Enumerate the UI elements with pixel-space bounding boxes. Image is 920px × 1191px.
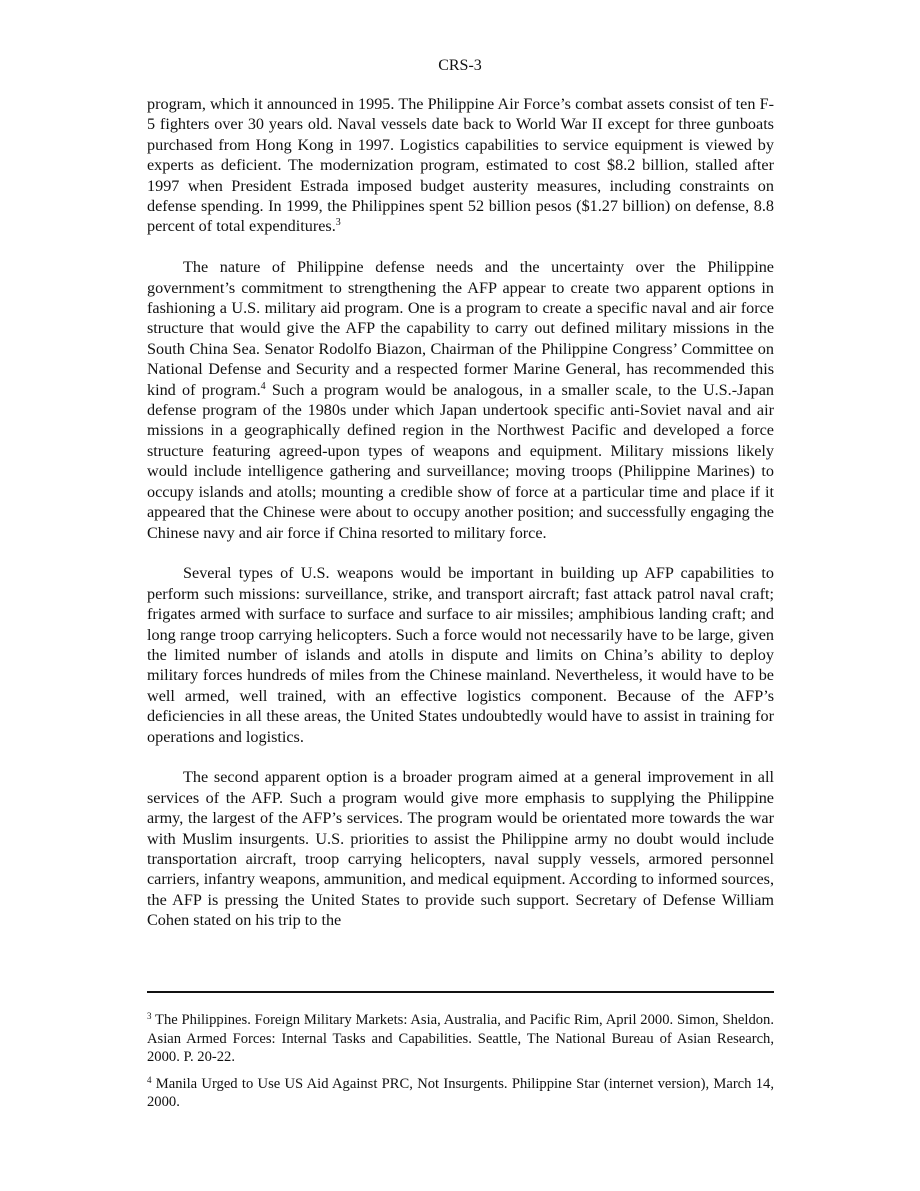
body-text [147, 94, 774, 951]
footnote-ref-4[interactable]: 4 [260, 380, 266, 392]
paragraph-3: Several types of U.S. weapons would be important in building up AFP capabilities to perform such missions: surveillance, strike, and transport aircraft; fast attack patrol naval craft; frigates armed with surface to surface and surface to air missiles; amphibious landing craft; and long range troop carrying helicopters. Such a force would not necessarily have to be large, given the limited number of islands and atolls in dispute and limits on China’s ability to deploy military forces hundreds of miles from the Chinese mainland. Nevertheless, it would have to be well armed, well trained, with an effective logistics component. Because of the AFP’s deficiencies in all these areas, the United States undoubtedly would have to assist in training for operations and logistics. [147, 564, 774, 746]
paragraph-text: The nature of Philippine defense needs and the uncertainty over the Philippine government’s commitment to strengthening the AFP appear to create two apparent options in fashioning a U.S. military aid program. One is a program to create a specific naval and air force structure that would give the AFP the capability to carry out defined military missions in the South China Sea. Senator Rodolfo Biazon, Chairman of the Philippine Congress’ Committee on National Defense and Security and a respected former Marine General, has recommended this kind of program. [147, 258, 774, 399]
footnote-number: 3 [147, 1011, 152, 1021]
footnote-text: Manila Urged to Use US Aid Against PRC, Not Insurgents. Philippine Star (internet version), March 14, 2000. [147, 1075, 774, 1110]
page-header: CRS-3 [438, 57, 482, 74]
footnote-ref-3[interactable]: 3 [335, 217, 341, 229]
paragraph-2 [147, 257, 774, 543]
footnote-text: The Philippines. Foreign Military Markets: Asia, Australia, and Pacific Rim, April 2000. Simon, Sheldon. Asian Armed Forces: Internal Tasks and Capabilities. Seattle, The National Bureau of Asian Research, 2000. P. 20-22. [147, 1012, 774, 1065]
footnote-number: 4 [147, 1074, 152, 1085]
paragraph-1 [147, 94, 774, 237]
footnote-divider [147, 991, 774, 993]
footnote-4 [147, 1075, 774, 1112]
footnote-3 [147, 1011, 774, 1067]
footnotes [147, 1011, 774, 1120]
paragraph-text-continued: Such a program would be analogous, in a smaller scale, to the U.S.-Japan defense program of the 1980s under which Japan undertook specific anti-Soviet naval and air missions in a geographically defined region in the Northwest Pacific and developed a force structure featuring agreed-upon types of weapons and equipment. Military missions likely would include intelligence gathering and surveillance; moving troops (Philippine Marines) to occupy islands and atolls; mounting a credible show of force at a particular time and place if it appeared that the Chinese were about to occupy another position; and successfully engaging the Chinese navy and air force if China resorted to military force. [147, 380, 774, 542]
paragraph-4: The second apparent option is a broader program aimed at a general improvement in all services of the AFP. Such a program would give more emphasis to supplying the Philippine army, the largest of the AFP’s services. The program would be orientated more towards the war with Muslim insurgents. U.S. priorities to assist the Philippine army no doubt would include transportation aircraft, troop carrying helicopters, naval supply vessels, armored personnel carriers, infantry weapons, ammunition, and medical equipment. According to informed sources, the AFP is pressing the United States to provide such support. Secretary of Defense William Cohen stated on his trip to the [147, 768, 774, 930]
paragraph-text: program, which it announced in 1995. The Philippine Air Force’s combat assets consist of ten F-5 fighters over 30 years old. Naval vessels date back to World War II except for three gunboats purchased from Hong Kong in 1997. Logistics capabilities to service equipment is viewed by experts as deficient. The modernization program, estimated to cost $8.2 billion, stalled after 1997 when President Estrada imposed budget austerity measures, including constraints on defense spending. In 1999, the Philippines spent 52 billion pesos ($1.27 billion) on defense, 8.8 percent of total expenditures. [147, 95, 774, 236]
